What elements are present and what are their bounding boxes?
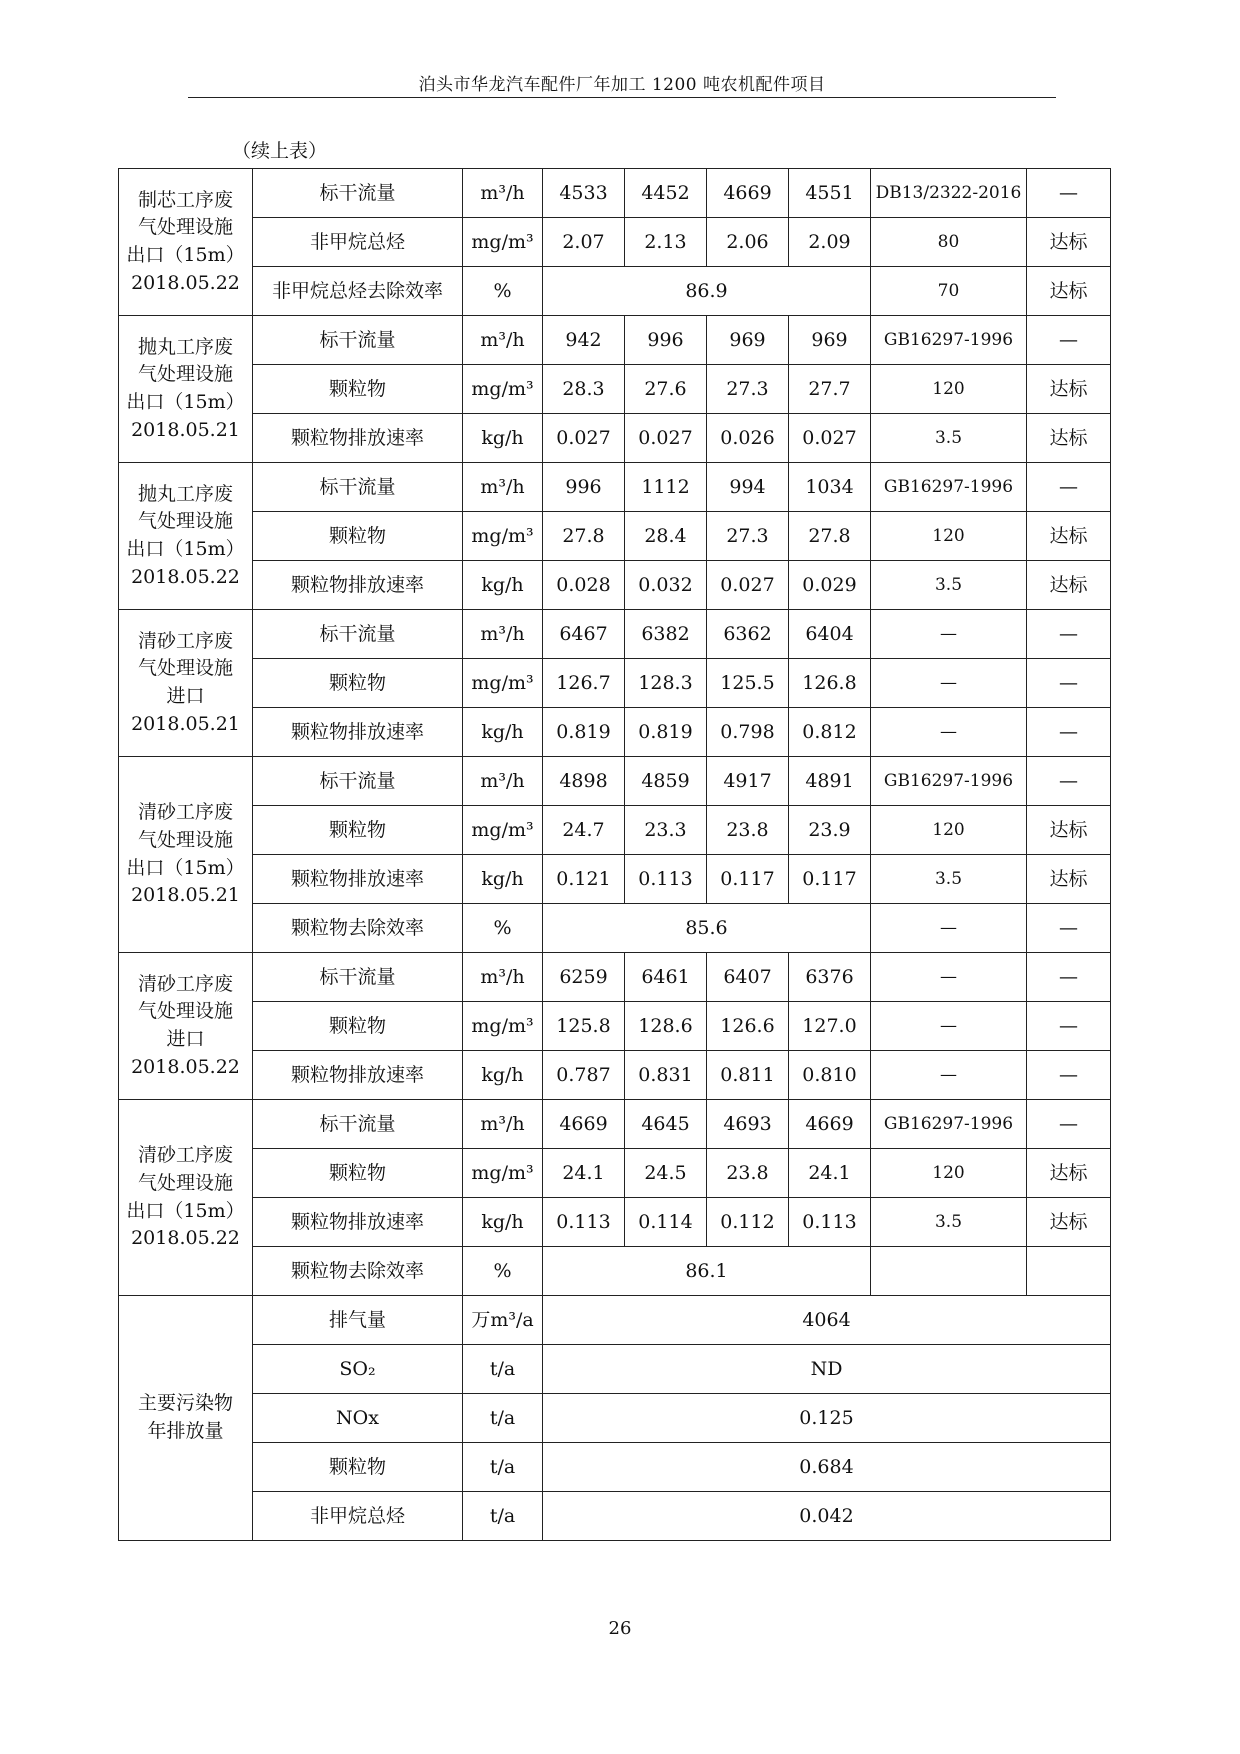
item-cell: 非甲烷总烃 [253,1492,463,1541]
value-cell: 126.7 [543,659,625,708]
unit-cell: mg/m³ [463,365,543,414]
value-cell: 0.027 [789,414,871,463]
value-cell: 0.117 [789,855,871,904]
table-row [119,1296,1111,1345]
page-number: 26 [608,1618,632,1639]
value-cell: 24.1 [543,1149,625,1198]
result-cell: 达标 [1027,218,1111,267]
value-cell: 4669 [707,169,789,218]
value-cell: 126.8 [789,659,871,708]
facility-name-line: 出口（15m） [126,244,245,266]
result-cell: — [1027,1051,1111,1100]
value-cell: 0.028 [543,561,625,610]
result-cell: — [1027,904,1111,953]
table-row [119,610,1111,659]
result-cell [1027,1247,1111,1296]
value-cell: 126.6 [707,1002,789,1051]
value-cell: 942 [543,316,625,365]
result-cell: 达标 [1027,267,1111,316]
facility-name-cell [119,1100,253,1296]
unit-cell: % [463,1247,543,1296]
item-cell: 颗粒物 [253,659,463,708]
unit-cell: kg/h [463,1051,543,1100]
facility-name-line: 进口 [166,1028,205,1050]
table-row [119,659,1111,708]
table-row [119,1198,1111,1247]
table-row [119,365,1111,414]
table-row [119,1100,1111,1149]
page-header-title: 泊头市华龙汽车配件厂年加工 1200 吨农机配件项目 [418,75,826,95]
unit-cell: mg/m³ [463,512,543,561]
standard-cell: 3.5 [871,855,1027,904]
merged-value-cell: 86.9 [543,267,871,316]
result-cell: — [1027,610,1111,659]
result-cell: — [1027,1002,1111,1051]
value-cell: 969 [707,316,789,365]
value-cell: 2.13 [625,218,707,267]
item-cell: 非甲烷总烃 [253,218,463,267]
table-row [119,1247,1111,1296]
item-cell: 标干流量 [253,953,463,1002]
facility-name-line: 进口 [166,685,205,707]
value-cell: 0.811 [707,1051,789,1100]
value-cell: 0.027 [543,414,625,463]
value-cell: 4669 [543,1100,625,1149]
value-cell: 0.113 [543,1198,625,1247]
value-cell: 4452 [625,169,707,218]
standard-cell: 120 [871,365,1027,414]
item-cell: 颗粒物 [253,365,463,414]
table-row [119,414,1111,463]
value-cell: 24.7 [543,806,625,855]
facility-name-cell [119,610,253,757]
value-cell: 0.027 [625,414,707,463]
value-cell: 0.819 [543,708,625,757]
value-cell: 0.112 [707,1198,789,1247]
value-cell: 4898 [543,757,625,806]
value-cell: 125.8 [543,1002,625,1051]
value-cell: 27.7 [789,365,871,414]
value-cell: 28.3 [543,365,625,414]
facility-name-line: 2018.05.22 [131,1055,240,1078]
result-cell: — [1027,463,1111,512]
standard-cell: 120 [871,1149,1027,1198]
table-row [119,708,1111,757]
item-cell: 颗粒物去除效率 [253,1247,463,1296]
merged-value-cell: 85.6 [543,904,871,953]
unit-cell: mg/m³ [463,1002,543,1051]
result-cell: — [1027,708,1111,757]
item-cell: 颗粒物排放速率 [253,1051,463,1100]
table-row [119,316,1111,365]
facility-name-line: 年排放量 [147,1420,224,1442]
item-cell: 非甲烷总烃去除效率 [253,267,463,316]
item-cell: 颗粒物排放速率 [253,561,463,610]
facility-name-line: 出口（15m） [126,856,245,879]
value-cell: 4891 [789,757,871,806]
facility-name-line: 清砂工序废 [137,972,233,995]
facility-name-line: 2018.05.21 [131,712,240,735]
unit-cell: t/a [463,1492,543,1541]
item-cell: 颗粒物 [253,512,463,561]
table-row [119,855,1111,904]
item-cell: 排气量 [253,1296,463,1345]
result-cell: 达标 [1027,561,1111,610]
value-cell: 969 [789,316,871,365]
value-cell: 125.5 [707,659,789,708]
unit-cell: t/a [463,1394,543,1443]
facility-name-line: 气处理设施 [137,363,233,386]
standard-cell: DB13/2322-2016 [871,169,1027,218]
table-row [119,1345,1111,1394]
facility-name-cell [119,1296,253,1541]
facility-name-line: 清砂工序废 [137,1144,233,1167]
unit-cell: m³/h [463,610,543,659]
facility-name-line: 2018.05.21 [131,418,240,441]
value-cell: 0.831 [625,1051,707,1100]
value-cell: 2.06 [707,218,789,267]
unit-cell: % [463,267,543,316]
unit-cell: mg/m³ [463,806,543,855]
value-cell: 6259 [543,953,625,1002]
table-row [119,463,1111,512]
standard-cell: GB16297-1996 [871,757,1027,806]
value-cell: 4917 [707,757,789,806]
item-cell: 颗粒物排放速率 [253,414,463,463]
item-cell: 颗粒物排放速率 [253,708,463,757]
value-cell: 1112 [625,463,707,512]
value-cell: 2.07 [543,218,625,267]
facility-name-line: 气处理设施 [137,1000,233,1023]
item-cell: 颗粒物排放速率 [253,855,463,904]
unit-cell: 万m³/a [463,1296,543,1345]
value-cell: 23.8 [707,1149,789,1198]
value-cell: 0.029 [789,561,871,610]
value-cell: 0.113 [789,1198,871,1247]
standard-cell: 70 [871,267,1027,316]
standard-cell: 3.5 [871,561,1027,610]
result-cell: — [1027,757,1111,806]
item-cell: 标干流量 [253,463,463,512]
item-cell: 颗粒物 [253,1149,463,1198]
standard-cell: — [871,1002,1027,1051]
facility-name-line: 2018.05.22 [131,271,240,294]
standard-cell: GB16297-1996 [871,1100,1027,1149]
facility-name-line: 清砂工序废 [137,629,233,652]
standard-cell: 120 [871,512,1027,561]
value-cell: 27.8 [789,512,871,561]
result-cell: — [1027,659,1111,708]
value-cell: 6407 [707,953,789,1002]
facility-name-line: 2018.05.22 [131,565,240,588]
value-cell: 0.113 [625,855,707,904]
standard-cell: 80 [871,218,1027,267]
value-cell: 996 [543,463,625,512]
value-cell: 996 [625,316,707,365]
item-cell: 颗粒物 [253,1002,463,1051]
unit-cell: m³/h [463,757,543,806]
annual-value-cell: ND [543,1345,1111,1394]
facility-name-cell [119,953,253,1100]
unit-cell: t/a [463,1345,543,1394]
standard-cell: GB16297-1996 [871,463,1027,512]
value-cell: 4859 [625,757,707,806]
standard-cell: — [871,1051,1027,1100]
facility-name-line: 气处理设施 [137,216,233,239]
value-cell: 128.6 [625,1002,707,1051]
unit-cell: kg/h [463,561,543,610]
value-cell: 27.3 [707,512,789,561]
table-row [119,218,1111,267]
unit-cell: kg/h [463,414,543,463]
unit-cell: mg/m³ [463,218,543,267]
unit-cell: kg/h [463,708,543,757]
table-row [119,169,1111,218]
standard-cell: — [871,953,1027,1002]
result-cell: 达标 [1027,1149,1111,1198]
value-cell: 0.121 [543,855,625,904]
facility-name-cell [119,169,253,316]
table-row [119,757,1111,806]
item-cell: 标干流量 [253,316,463,365]
standard-cell: 3.5 [871,1198,1027,1247]
value-cell: 0.787 [543,1051,625,1100]
facility-name-line: 制芯工序废 [137,188,233,211]
table-row [119,1051,1111,1100]
table-row [119,512,1111,561]
result-cell: 达标 [1027,806,1111,855]
facility-name-line: 气处理设施 [137,828,233,851]
value-cell: 23.3 [625,806,707,855]
value-cell: 1034 [789,463,871,512]
unit-cell: t/a [463,1443,543,1492]
value-cell: 6404 [789,610,871,659]
table-row [119,1492,1111,1541]
value-cell: 4645 [625,1100,707,1149]
table-row [119,1002,1111,1051]
value-cell: 0.812 [789,708,871,757]
table-row [119,953,1111,1002]
unit-cell: mg/m³ [463,1149,543,1198]
annual-value-cell: 0.042 [543,1492,1111,1541]
facility-name-line: 清砂工序废 [137,801,233,824]
value-cell: 127.0 [789,1002,871,1051]
facility-name-line: 出口（15m） [126,1199,245,1222]
result-cell: — [1027,953,1111,1002]
unit-cell: m³/h [463,316,543,365]
value-cell: 0.026 [707,414,789,463]
table-caption: （续上表） [232,140,328,162]
facility-name-line: 气处理设施 [137,1171,233,1194]
value-cell: 4551 [789,169,871,218]
result-cell: — [1027,316,1111,365]
standard-cell: — [871,610,1027,659]
table-row [119,904,1111,953]
standard-cell: — [871,659,1027,708]
value-cell: 27.8 [543,512,625,561]
value-cell: 23.9 [789,806,871,855]
value-cell: 128.3 [625,659,707,708]
result-cell: 达标 [1027,365,1111,414]
item-cell: 标干流量 [253,757,463,806]
annual-value-cell: 4064 [543,1296,1111,1345]
item-cell: 标干流量 [253,1100,463,1149]
result-cell: — [1027,169,1111,218]
standard-cell: 120 [871,806,1027,855]
value-cell: 0.798 [707,708,789,757]
result-cell: — [1027,1100,1111,1149]
item-cell: 标干流量 [253,169,463,218]
facility-name-line: 抛丸工序废 [137,482,233,505]
unit-cell: m³/h [463,463,543,512]
value-cell: 0.027 [707,561,789,610]
header-rule [188,97,1056,98]
item-cell: 颗粒物排放速率 [253,1198,463,1247]
facility-name-line: 气处理设施 [137,657,233,680]
value-cell: 6461 [625,953,707,1002]
value-cell: 27.6 [625,365,707,414]
facility-name-line: 出口（15m） [126,391,245,413]
unit-cell: m³/h [463,169,543,218]
value-cell: 6467 [543,610,625,659]
standard-cell: GB16297-1996 [871,316,1027,365]
unit-cell: mg/m³ [463,659,543,708]
item-cell: 颗粒物 [253,1443,463,1492]
unit-cell: kg/h [463,1198,543,1247]
table-row [119,1149,1111,1198]
result-cell: 达标 [1027,1198,1111,1247]
value-cell: 4669 [789,1100,871,1149]
value-cell: 24.1 [789,1149,871,1198]
standard-cell: 3.5 [871,414,1027,463]
table-row [119,561,1111,610]
item-cell: 标干流量 [253,610,463,659]
item-cell: SO₂ [253,1345,463,1394]
facility-name-line: 2018.05.22 [131,1227,240,1250]
unit-cell: m³/h [463,1100,543,1149]
table-row [119,267,1111,316]
table-row [119,1394,1111,1443]
annual-value-cell: 0.125 [543,1394,1111,1443]
value-cell: 23.8 [707,806,789,855]
facility-name-line: 2018.05.21 [131,884,240,907]
value-cell: 4533 [543,169,625,218]
table-row [119,806,1111,855]
result-cell: 达标 [1027,855,1111,904]
unit-cell: % [463,904,543,953]
merged-value-cell: 86.1 [543,1247,871,1296]
result-cell: 达标 [1027,512,1111,561]
standard-cell: — [871,904,1027,953]
value-cell: 28.4 [625,512,707,561]
facility-name-line: 主要污染物 [137,1392,233,1415]
value-cell: 0.032 [625,561,707,610]
item-cell: 颗粒物去除效率 [253,904,463,953]
value-cell: 6362 [707,610,789,659]
item-cell: 颗粒物 [253,806,463,855]
value-cell: 4693 [707,1100,789,1149]
value-cell: 6376 [789,953,871,1002]
item-cell: NOx [253,1394,463,1443]
standard-cell: — [871,708,1027,757]
value-cell: 0.819 [625,708,707,757]
result-cell: 达标 [1027,414,1111,463]
value-cell: 0.114 [625,1198,707,1247]
table-row [119,1443,1111,1492]
facility-name-cell [119,316,253,463]
value-cell: 994 [707,463,789,512]
unit-cell: kg/h [463,855,543,904]
facility-name-line: 出口（15m） [126,538,245,560]
facility-name-line: 气处理设施 [137,510,233,533]
annual-value-cell: 0.684 [543,1443,1111,1492]
value-cell: 2.09 [789,218,871,267]
value-cell: 27.3 [707,365,789,414]
value-cell: 0.117 [707,855,789,904]
monitoring-results-table [118,168,1111,1541]
facility-name-cell [119,757,253,953]
value-cell: 6382 [625,610,707,659]
facility-name-cell [119,463,253,610]
value-cell: 0.810 [789,1051,871,1100]
unit-cell: m³/h [463,953,543,1002]
value-cell: 24.5 [625,1149,707,1198]
standard-cell [871,1247,1027,1296]
facility-name-line: 抛丸工序废 [137,335,233,358]
